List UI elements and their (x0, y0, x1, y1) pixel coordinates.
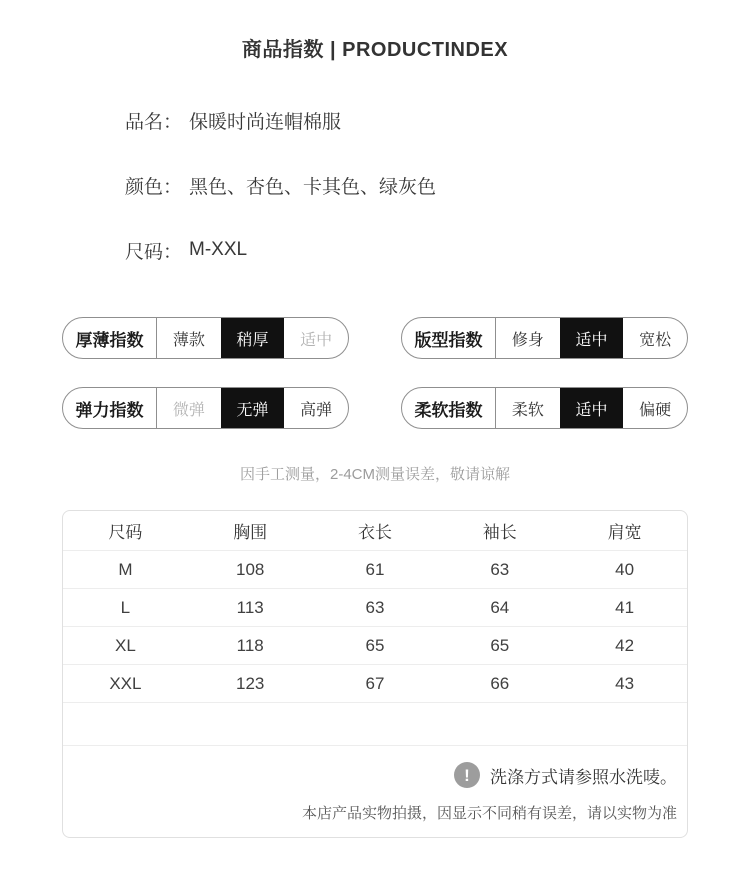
cell-size: XXL (109, 673, 142, 693)
product-color-value: 黑色、杏色、卡其色、绿灰色 (189, 176, 437, 198)
softness-option-soft: 柔软 (511, 401, 544, 419)
thickness-option-thin: 薄款 (172, 331, 205, 349)
size-chart-table (62, 510, 688, 838)
elasticity-option-none-selected: 无弹 (221, 388, 285, 428)
cell-length: 65 (365, 635, 385, 655)
thickness-option-slightly-thick-selected: 稍厚 (221, 318, 285, 358)
cell-length: 61 (365, 559, 385, 579)
header-cell-bust: 胸围 (233, 523, 268, 542)
cell-size: XL (115, 635, 136, 655)
fit-index-label: 版型指数 (402, 318, 496, 358)
product-size-line (125, 238, 750, 262)
product-size-value: M-XXL (189, 239, 248, 260)
elasticity-option-slight: 微弹 (172, 401, 205, 419)
table-row-l (63, 589, 687, 627)
elasticity-option-high: 高弹 (300, 401, 333, 419)
elasticity-index-label: 弹力指数 (63, 388, 157, 428)
table-row-m (63, 551, 687, 589)
cell-sleeve: 65 (490, 635, 510, 655)
cell-sleeve: 64 (490, 597, 510, 617)
cell-sleeve: 66 (490, 673, 510, 693)
elasticity-index-pill (62, 387, 349, 429)
cell-bust: 118 (236, 635, 264, 655)
product-color-line (125, 173, 750, 197)
cell-shoulder: 40 (615, 559, 635, 579)
cell-size: L (120, 597, 131, 617)
fit-index-pill (401, 317, 688, 359)
header-cell-shoulder: 肩宽 (607, 523, 642, 542)
cell-sleeve: 63 (490, 559, 510, 579)
product-color-label: 颜色： (125, 176, 183, 198)
index-section (0, 317, 750, 429)
header-cell-length: 衣长 (357, 523, 392, 542)
product-size-label: 尺码： (125, 241, 183, 263)
page-title: 商品指数 | PRODUCTINDEX (241, 39, 509, 61)
cell-bust: 113 (236, 597, 264, 617)
header-cell-sleeve: 袖长 (482, 523, 517, 542)
disclaimer-text: 本店产品实物拍摄，因显示不同稍有误差，请以实物为准 (301, 805, 677, 822)
cell-shoulder: 42 (615, 635, 635, 655)
softness-option-hard: 偏硬 (639, 401, 672, 419)
cell-bust: 108 (236, 559, 265, 579)
exclamation-icon: ! (454, 762, 480, 788)
table-footer (63, 746, 687, 837)
index-row-2 (0, 387, 750, 429)
product-name-label: 品名： (125, 111, 183, 133)
product-name-value: 保暖时尚连帽棉服 (189, 111, 342, 133)
softness-option-medium-selected: 适中 (560, 388, 624, 428)
header-cell-size: 尺码 (108, 523, 143, 542)
table-row-xxl (63, 665, 687, 703)
wash-note-text: 洗涤方式请参照水洗唛。 (490, 767, 677, 787)
thickness-option-medium: 适中 (300, 331, 333, 349)
fit-option-loose: 宽松 (639, 331, 672, 349)
softness-index-pill (401, 387, 688, 429)
thickness-index-pill (62, 317, 349, 359)
table-row-xl (63, 627, 687, 665)
cell-bust: 123 (236, 673, 265, 693)
table-spacer-row (63, 703, 687, 746)
product-name-line (125, 108, 750, 132)
index-row-1 (0, 317, 750, 359)
cell-shoulder: 41 (615, 597, 635, 617)
wash-note-line (73, 762, 677, 788)
fit-option-regular-selected: 适中 (560, 318, 624, 358)
table-header-row (63, 511, 687, 551)
cell-length: 67 (365, 673, 385, 693)
cell-size: M (118, 559, 133, 579)
thickness-index-label: 厚薄指数 (63, 318, 157, 358)
product-info (125, 108, 750, 262)
cell-length: 63 (365, 597, 385, 617)
cell-shoulder: 43 (615, 673, 635, 693)
softness-index-label: 柔软指数 (402, 388, 496, 428)
fit-option-slim: 修身 (511, 331, 544, 349)
measurement-note: 因手工测量，2-4CM测量误差，敬请谅解 (239, 466, 510, 483)
